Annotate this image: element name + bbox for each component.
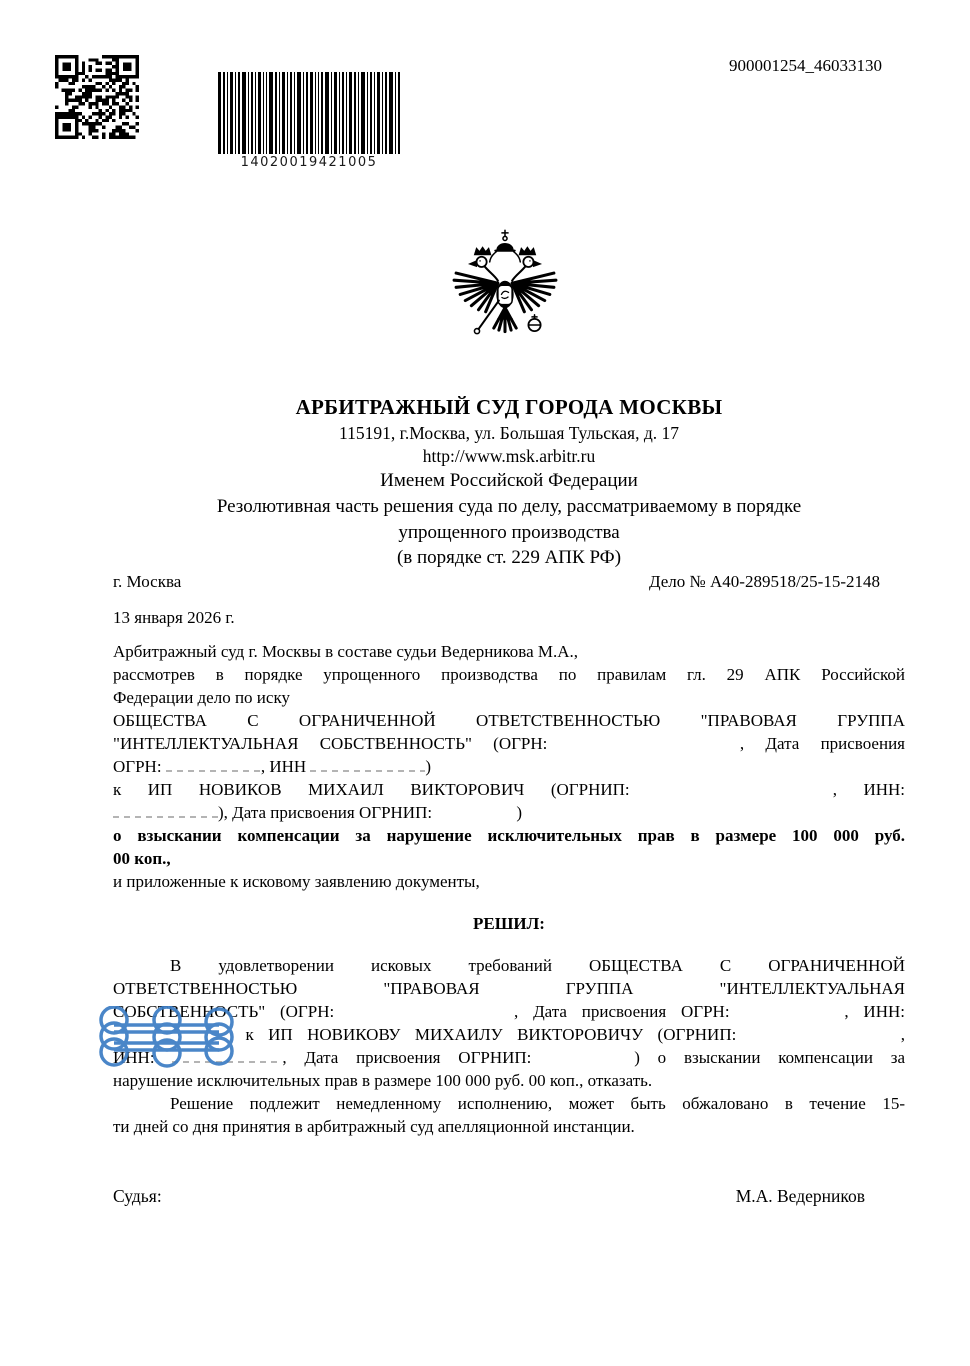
attached-docs-line: и приложенные к исковому заявлению документы,	[113, 872, 480, 891]
in-the-name-line: Именем Российской Федерации	[380, 470, 638, 491]
ruling-line-8: ти дней со дня принятия в арбитражный суд апелляционной инстанции.	[113, 1117, 635, 1136]
ruling-line-5-mid: , Дата присвоения ОГРНИП:	[282, 1048, 532, 1067]
reviewed-line-1: рассмотрев в порядке упрощенного производства по правилам гл. 29 АПК Российской	[113, 665, 905, 684]
subtitle-line-2: упрощенного производства	[398, 522, 620, 543]
document-body	[113, 393, 905, 1208]
ruling-line-4-mid: к ИП НОВИКОВУ МИХАИЛУ ВИКТОРОВИЧУ (ОГРНИП:	[245, 1025, 737, 1044]
defendant-line-2-mid: ), Дата присвоения ОГРНИП:	[218, 803, 433, 822]
ruling-line-6: нарушение исключительных прав в размере 100 000 руб. 00 коп., отказать.	[113, 1071, 653, 1090]
blue-ink-annotation	[97, 1006, 239, 1068]
redacted-value	[113, 806, 218, 818]
court-composition: Арбитражный суд г. Москвы в составе судьи Ведерникова М.А.,	[113, 642, 579, 661]
redacted-value	[744, 1005, 844, 1017]
barcode	[218, 72, 400, 170]
ruling-line-5-pre: ИНН:	[113, 1048, 155, 1067]
city: г. Москва	[113, 572, 182, 591]
judge-name: М.А. Ведерников	[735, 1186, 865, 1206]
plaintiff-line-3-pre: ОГРН:	[113, 757, 162, 776]
document-id: 900001254_46033130	[729, 56, 882, 75]
redacted-value	[549, 1051, 634, 1063]
barcode-number: 14020019421005	[240, 155, 378, 170]
court-address: 115191, г.Москва, ул. Большая Тульская, д. 17	[339, 423, 679, 443]
signature-row	[113, 1184, 905, 1208]
claim-line-1: о взыскании компенсации за нарушение исключительных прав в размере 100 000 руб.	[113, 826, 905, 845]
redacted-value	[349, 1005, 514, 1017]
plaintiff-line-2	[113, 732, 905, 755]
subtitle-line-1: Резолютивная часть решения суда по делу, рассматриваемому в порядке	[216, 496, 802, 517]
redacted-value	[436, 806, 516, 818]
defendant-line-2-post: )	[516, 803, 522, 822]
redacted-value	[656, 783, 806, 795]
redacted-value	[751, 1028, 901, 1040]
case-number: Дело № А40-289518/25-15-2148	[648, 572, 880, 591]
ruling-heading: РЕШИЛ:	[473, 914, 545, 933]
defendant-line-1	[113, 778, 905, 801]
defendant-line-1-pre: к ИП НОВИКОВ МИХАИЛ ВИКТОРОВИЧ (ОГРНИП:	[113, 780, 630, 799]
ruling-line-3-pre: СОБСТВЕННОСТЬ" (ОГРН:	[113, 1002, 335, 1021]
judge-label: Судья:	[113, 1186, 162, 1206]
plaintiff-line-2-pre: "ИНТЕЛЛЕКТУАЛЬНАЯ СОБСТВЕННОСТЬ" (ОГРН:	[113, 734, 548, 753]
court-name: АРБИТРАЖНЫЙ СУД ГОРОДА МОСКВЫ	[295, 395, 723, 419]
ruling-line-3-mid: , Дата присвоения ОГРН:	[514, 1002, 730, 1021]
defendant-line-1-post: , ИНН:	[832, 780, 906, 799]
city-case-row	[113, 570, 905, 594]
plaintiff-line-2-post: , Дата присвоения	[739, 734, 905, 753]
redacted-value	[569, 737, 719, 749]
plaintiff-line-3-mid: , ИНН	[260, 757, 307, 776]
redacted-value	[166, 760, 261, 772]
reviewed-line-2: Федерации дело по иску	[113, 688, 290, 707]
ruling-line-7: Решение подлежит немедленному исполнению, может быть обжаловано в течение 15-	[170, 1094, 905, 1113]
coat-of-arms-icon	[449, 228, 561, 366]
ruling-line-3-post: , ИНН:	[844, 1002, 905, 1021]
court-url: http://www.msk.arbitr.ru	[422, 446, 596, 466]
plaintiff-line-3	[113, 755, 905, 778]
ruling-line-2: ОТВЕТСТВЕННОСТЬЮ "ПРАВОВАЯ ГРУППА "ИНТЕЛЛЕКТУАЛЬНАЯ	[113, 979, 905, 998]
defendant-line-2	[113, 801, 905, 824]
ruling-line-5-post: ) о взыскании компенсации за	[634, 1048, 906, 1067]
ruling-line-4-post: ,	[900, 1025, 906, 1044]
redacted-value	[310, 760, 425, 772]
subtitle-line-3: (в порядке ст. 229 АПК РФ)	[396, 547, 622, 568]
decision-date: 13 января 2026 г.	[113, 608, 235, 627]
plaintiff-line-1: ОБЩЕСТВА С ОГРАНИЧЕННОЙ ОТВЕТСТВЕННОСТЬЮ "ПРАВОВАЯ ГРУППА	[113, 711, 905, 730]
claim-line-2: 00 коп.,	[113, 849, 171, 868]
plaintiff-line-3-post: )	[425, 757, 432, 776]
ruling-line-1: В удовлетворении исковых требований ОБЩЕСТВА С ОГРАНИЧЕННОЙ	[170, 956, 905, 975]
qr-code	[55, 55, 139, 139]
